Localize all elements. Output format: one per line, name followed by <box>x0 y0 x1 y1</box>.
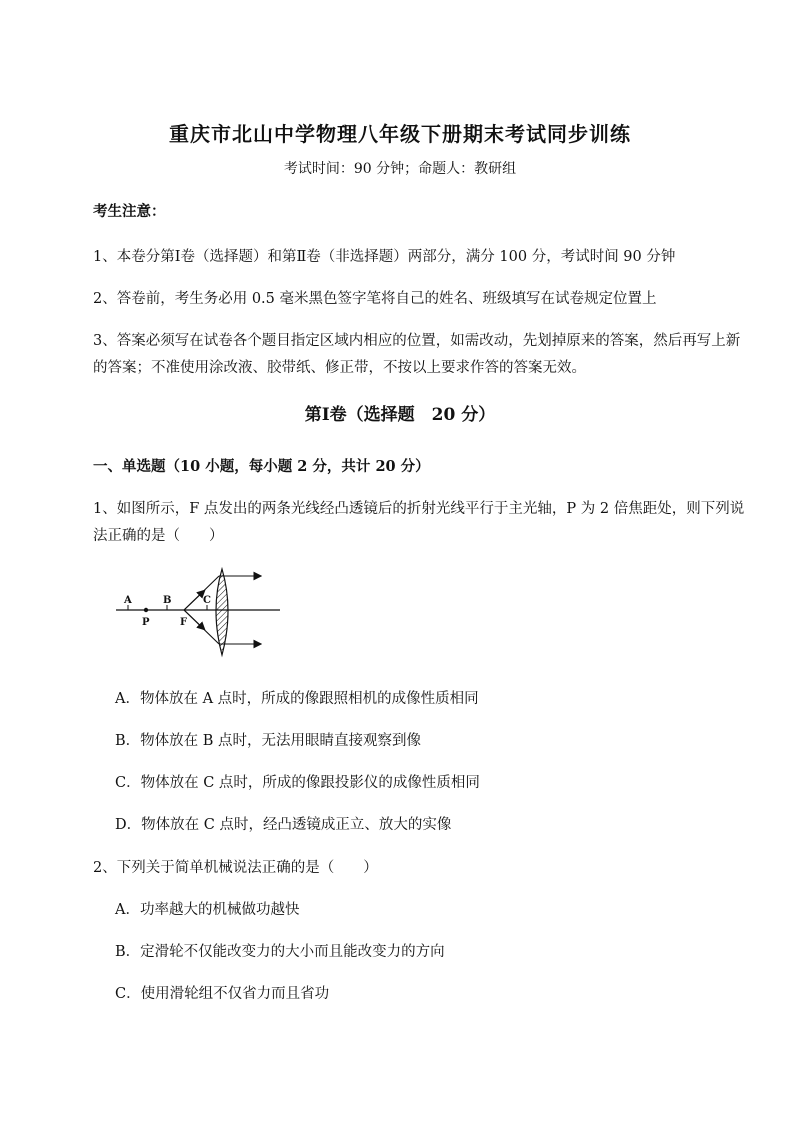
notice-heading: 考生注意： <box>93 203 166 220</box>
notice-item-3: 3、答案必须写在试卷各个题目指定区域内相应的位置，如需改动，先划掉原来的答案，然后再写上新 <box>93 333 741 349</box>
question-1-option-d: D．物体放在 C 点时，经凸透镜成正立、放大的实像 <box>115 817 452 833</box>
notice-item-3-cont: 的答案；不准使用涂改液、胶带纸、修正带，不按以上要求作答的答案无效。 <box>93 360 586 376</box>
ray-upper-mid-arrow <box>184 591 204 610</box>
question-1-option-b: B．物体放在 B 点时，无法用眼睛直接观察到像 <box>115 733 422 749</box>
question-2-option-a: A．功率越大的机械做功越快 <box>115 902 300 918</box>
label-a: A <box>124 595 132 606</box>
question-1-stem-line-1: 1、如图所示，F 点发出的两条光线经凸透镜后的折射光线平行于主光轴，P 为 2 倍焦距处，则下列说 <box>93 501 745 517</box>
label-b: B <box>163 595 172 606</box>
section-title: 第Ⅰ卷（选择题 20 分） <box>304 405 496 425</box>
label-p: P <box>142 617 150 628</box>
point-p <box>144 608 148 612</box>
group-heading: 一、单选题（10 小题，每小题 2 分，共计 20 分） <box>93 458 430 475</box>
question-2-stem: 2、下列关于简单机械说法正确的是（ ） <box>93 860 378 876</box>
question-2-option-c: C．使用滑轮组不仅省力而且省功 <box>115 986 330 1002</box>
question-1-option-a: A．物体放在 A 点时，所成的像跟照相机的成像性质相同 <box>115 691 479 707</box>
convex-lens-diagram <box>112 567 287 662</box>
question-1-stem-line-2: 法正确的是（ ） <box>93 528 224 544</box>
question-1-option-c: C．物体放在 C 点时，所成的像跟投影仪的成像性质相同 <box>115 775 480 791</box>
exam-title: 重庆市北山中学物理八年级下册期末考试同步训练 <box>169 122 631 146</box>
label-f: F <box>180 617 188 628</box>
label-c: C <box>203 595 211 606</box>
question-2-option-b: B．定滑轮不仅能改变力的大小而且能改变力的方向 <box>115 944 445 960</box>
exam-subtitle: 考试时间：90 分钟；命题人：教研组 <box>283 161 517 177</box>
notice-item-1: 1、本卷分第Ⅰ卷（选择题）和第Ⅱ卷（非选择题）两部分，满分 100 分，考试时间 90 分钟 <box>93 249 676 265</box>
notice-item-2: 2、答卷前，考生务必用 0.5 毫米黑色签字笔将自己的姓名、班级填写在试卷规定位置上 <box>93 291 657 307</box>
